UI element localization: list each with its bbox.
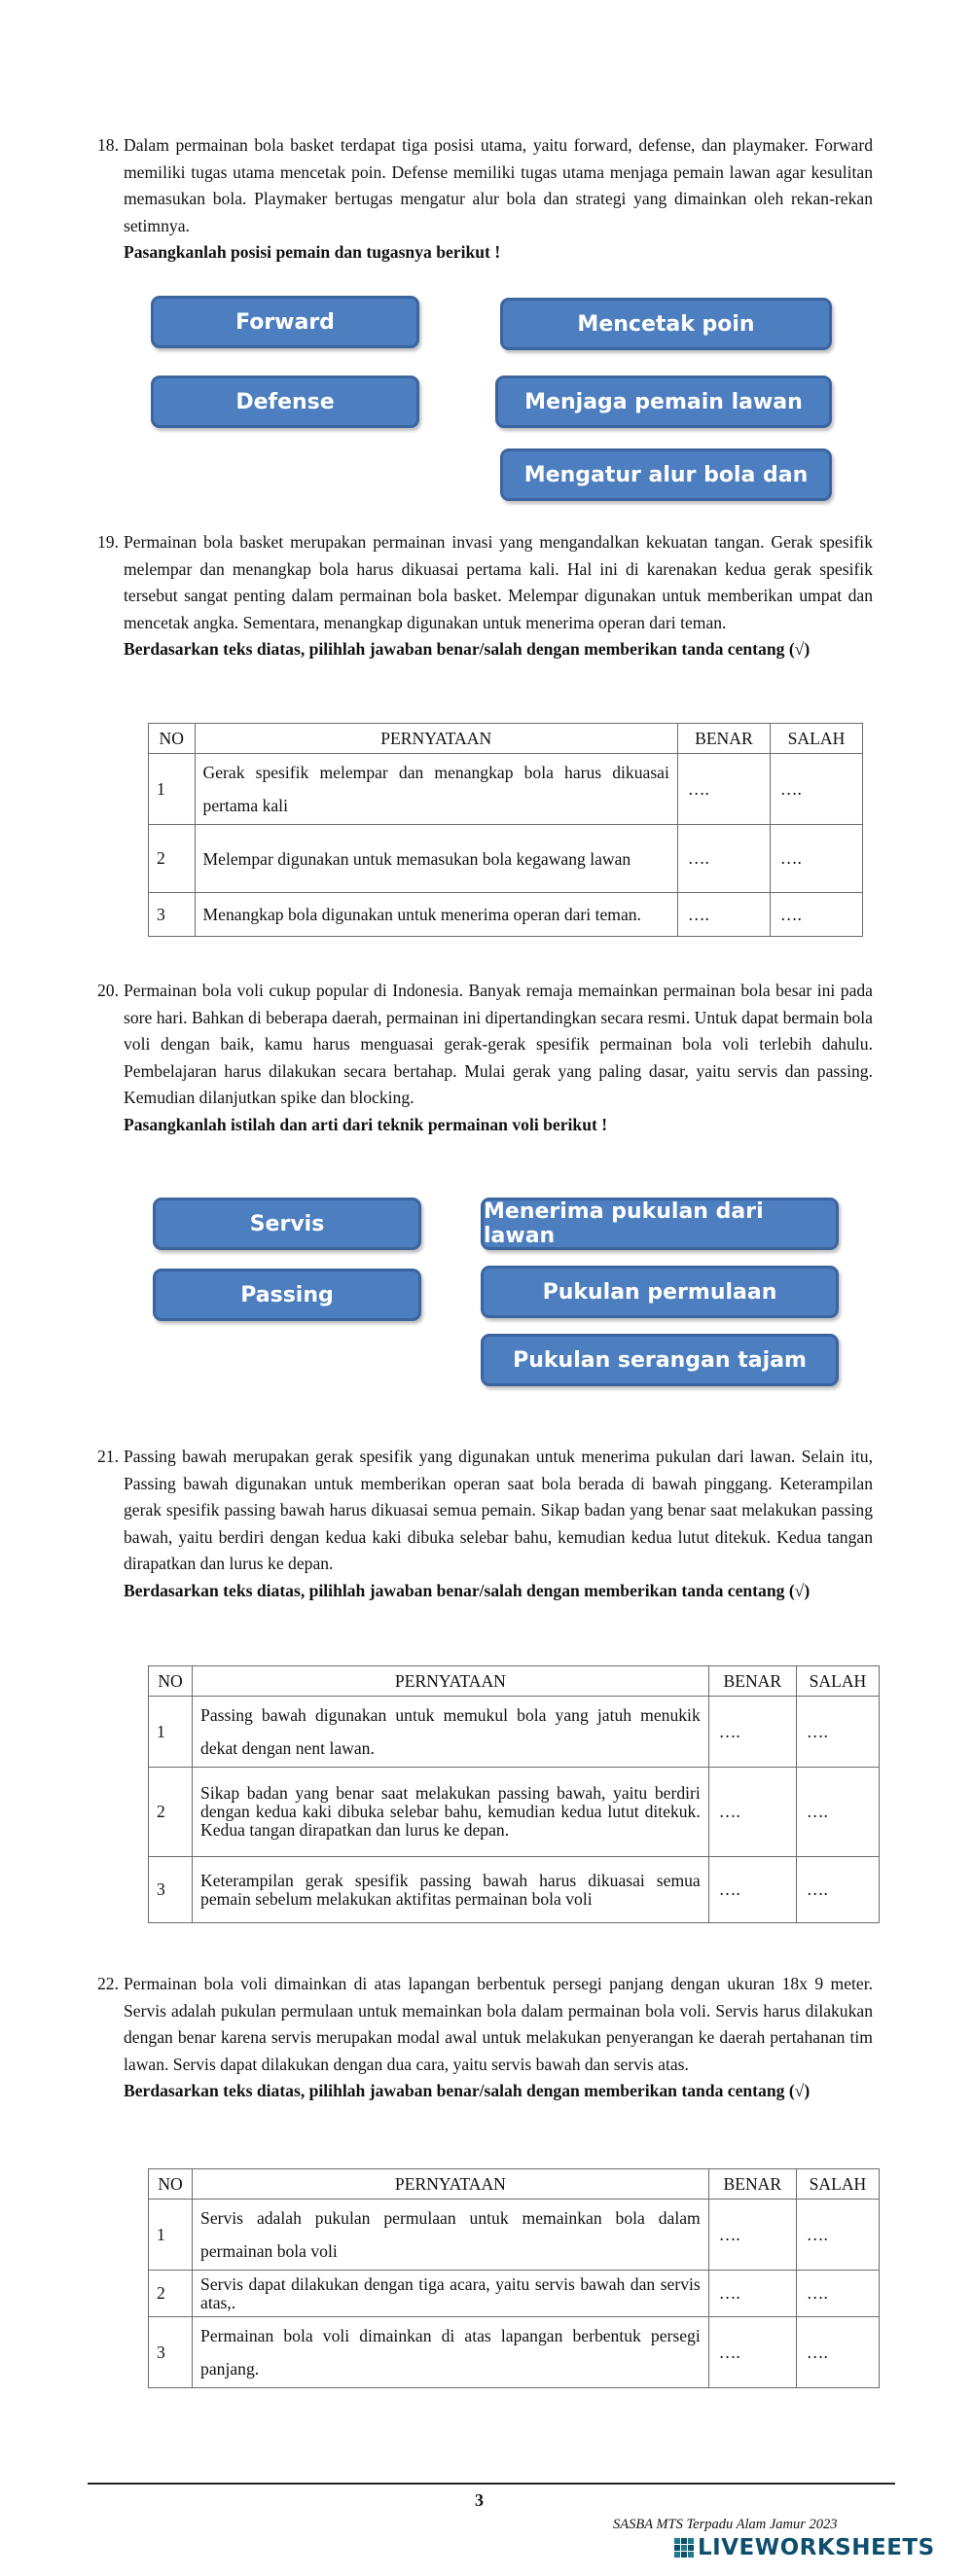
question-text: Permainan bola voli dimainkan di atas lapangan berbentuk persegi panjang dengan ukuran 18x 9 meter. Servis adalah pukulan permulaan untuk memainkan bola dalam permainan bola voli. Servis harus dilakukan dengan benar karena servis merupakan modal awal untuk melakukan penyerangan ke daerah pertahanan tim lawan. Servis dapat dilakukan dengan dua cara, yaitu servis bawah dan servis atas. xyxy=(124,1974,873,2074)
answer-salah[interactable]: …. xyxy=(796,2200,879,2271)
row-statement: Servis dapat dilakukan dengan tiga acara, yaitu servis bawah dan servis atas,. xyxy=(193,2271,709,2317)
answer-benar[interactable]: …. xyxy=(708,2271,796,2317)
answer-benar[interactable]: …. xyxy=(708,1768,796,1857)
row-statement: Gerak spesifik melempar dan menangkap bola harus dikuasai pertama kali xyxy=(195,754,677,825)
row-statement: Keterampilan gerak spesifik passing bawah harus dikuasai semua pemain sebelum melakukan aktifitas permainan bola voli xyxy=(193,1857,709,1923)
header-salah: SALAH xyxy=(796,1666,879,1697)
question-18 xyxy=(97,132,873,267)
table-row xyxy=(149,1697,880,1768)
answer-salah[interactable]: …. xyxy=(796,2317,879,2388)
answer-benar[interactable]: …. xyxy=(677,754,770,825)
row-statement: Passing bawah digunakan untuk memukul bola yang jatuh menukik dekat dengan nent lawan. xyxy=(193,1697,709,1768)
question-number: 19. xyxy=(97,532,119,552)
answer-salah[interactable]: …. xyxy=(796,1697,879,1768)
answer-salah[interactable]: …. xyxy=(770,893,862,937)
row-number: 1 xyxy=(149,1697,193,1768)
row-statement: Sikap badan yang benar saat melakukan passing bawah, yaitu berdiri dengan kedua kaki dibuka selebar bahu, kemudian kedua lutut ditekuk. Kedua tangan dirapatkan dan lurus ke depan. xyxy=(193,1768,709,1857)
row-number: 1 xyxy=(149,2200,193,2271)
liveworksheets-brand xyxy=(674,2535,935,2560)
header-statement: PERNYATAAN xyxy=(195,724,677,754)
question-instruction: Pasangkanlah istilah dan arti dari teknik permainan voli berikut ! xyxy=(124,1114,608,1134)
table-row xyxy=(149,1768,880,1857)
question-text: Permainan bola voli cukup popular di Indonesia. Banyak remaja memainkan permainan bola besar ini pada sore hari. Bahkan di beberapa daerah, permainan ini dipertandingkan secara resmi. Untuk dapat bermain bola voli dengan baik, kamu harus menguasai gerak-gerak spesifik permainan bola voli terlebih dahulu. Pembelajaran harus dilakukan secara bertahap. Mulai gerak yang paling dasar, yaitu servis dan passing. Kemudian dilanjutkan spike dan blocking. xyxy=(124,981,873,1107)
answer-benar[interactable]: …. xyxy=(708,1697,796,1768)
row-number: 2 xyxy=(149,1768,193,1857)
row-statement: Menangkap bola digunakan untuk menerima operan dari teman. xyxy=(195,893,677,937)
match-left-defense[interactable]: Defense xyxy=(151,376,419,428)
match-right-pukulan-permulaan[interactable]: Pukulan permulaan xyxy=(481,1266,839,1318)
row-number: 3 xyxy=(149,2317,193,2388)
row-number: 2 xyxy=(149,825,196,893)
question-instruction: Berdasarkan teks diatas, pilihlah jawaban benar/salah dengan memberikan tanda centang (√) xyxy=(124,1580,811,1600)
question-text: Dalam permainan bola basket terdapat tiga posisi utama, yaitu forward, defense, dan playmaker. Forward memiliki tugas utama mencetak poin. Defense memiliki tugas utama menjaga pemain lawan agar kesulitan memasukan bola. Playmaker bertugas mengatur alur bola dan strategi yang dimainkan oleh rekan-rekan setimnya. xyxy=(124,135,873,235)
header-no: NO xyxy=(149,2169,193,2200)
question-20 xyxy=(97,978,873,1138)
footer-divider xyxy=(88,2483,895,2485)
question-number: 22. xyxy=(97,1974,119,1993)
match-right-menerima-pukulan[interactable]: Menerima pukulan dari lawan xyxy=(481,1198,839,1250)
question-text: Passing bawah merupakan gerak spesifik yang digunakan untuk menerima pukulan dari lawan. Selain itu, Passing bawah digunakan untuk memberikan operan saat bola berada di bawah pinggang. Keterampilan gerak spesifik passing bawah harus dikuasai semua pemain. Sikap badan yang benar saat melakukan passing bawah, yaitu berdiri dengan kedua kaki dibuka selebar bahu, kemudian kedua lutut ditekuk. Kedua tangan dirapatkan dan lurus ke depan. xyxy=(124,1447,873,1573)
question-22 xyxy=(97,1971,873,2105)
header-salah: SALAH xyxy=(770,724,862,754)
row-statement: Melempar digunakan untuk memasukan bola kegawang lawan xyxy=(195,825,677,893)
header-benar: BENAR xyxy=(708,1666,796,1697)
header-benar: BENAR xyxy=(677,724,770,754)
question-21 xyxy=(97,1444,873,1604)
true-false-table-21 xyxy=(148,1665,880,1923)
header-no: NO xyxy=(149,1666,193,1697)
table-row xyxy=(149,2200,880,2271)
question-number: 21. xyxy=(97,1447,119,1466)
table-row xyxy=(149,825,863,893)
row-number: 2 xyxy=(149,2271,193,2317)
row-number: 3 xyxy=(149,1857,193,1923)
answer-salah[interactable]: …. xyxy=(796,1768,879,1857)
answer-salah[interactable]: …. xyxy=(770,825,862,893)
match-right-mencetak-poin[interactable]: Mencetak poin xyxy=(500,298,832,350)
row-number: 3 xyxy=(149,893,196,937)
table-row xyxy=(149,1857,880,1923)
question-19 xyxy=(97,529,873,663)
header-salah: SALAH xyxy=(796,2169,879,2200)
brand-name: LIVEWORKSHEETS xyxy=(698,2535,935,2560)
header-benar: BENAR xyxy=(708,2169,796,2200)
answer-benar[interactable]: …. xyxy=(677,893,770,937)
match-right-pukulan-serangan[interactable]: Pukulan serangan tajam xyxy=(481,1334,839,1386)
match-left-servis[interactable]: Servis xyxy=(153,1198,421,1250)
match-left-passing[interactable]: Passing xyxy=(153,1269,421,1321)
answer-benar[interactable]: …. xyxy=(708,2200,796,2271)
true-false-table-22 xyxy=(148,2168,880,2388)
answer-salah[interactable]: …. xyxy=(796,2271,879,2317)
match-right-menjaga-pemain-lawan[interactable]: Menjaga pemain lawan xyxy=(495,376,832,428)
page-number: 3 xyxy=(475,2490,484,2510)
question-text: Permainan bola basket merupakan permainan invasi yang mengandalkan kekuatan tangan. Gerak spesifik melempar dan menangkap bola harus dikuasai pertama kali. Hal ini di karenakan kedua gerak spesifik tersebut sangat penting dalam permainan bola basket. Melempar digunakan untuk memberikan umpat dan mencetak angka. Sementara, menangkap digunakan untuk menerima operan dari teman. xyxy=(124,532,873,632)
answer-benar[interactable]: …. xyxy=(708,2317,796,2388)
answer-salah[interactable]: …. xyxy=(796,1857,879,1923)
table-row xyxy=(149,2317,880,2388)
header-statement: PERNYATAAN xyxy=(193,2169,709,2200)
liveworksheets-logo-icon xyxy=(674,2538,694,2558)
table-row xyxy=(149,2271,880,2317)
table-row xyxy=(149,754,863,825)
header-statement: PERNYATAAN xyxy=(193,1666,709,1697)
table-row xyxy=(149,893,863,937)
question-number: 18. xyxy=(97,135,119,155)
footer-school: SASBA MTS Terpadu Alam Jamur 2023 xyxy=(613,2517,838,2532)
row-number: 1 xyxy=(149,754,196,825)
match-left-forward[interactable]: Forward xyxy=(151,296,419,348)
match-right-mengatur-alur-bola[interactable]: Mengatur alur bola dan xyxy=(500,448,832,501)
question-instruction: Berdasarkan teks diatas, pilihlah jawaban benar/salah dengan memberikan tanda centang (√) xyxy=(124,639,811,659)
question-number: 20. xyxy=(97,981,119,1000)
question-instruction: Berdasarkan teks diatas, pilihlah jawaban benar/salah dengan memberikan tanda centang (√) xyxy=(124,2081,811,2100)
row-statement: Servis adalah pukulan permulaan untuk memainkan bola dalam permainan bola voli xyxy=(193,2200,709,2271)
answer-benar[interactable]: …. xyxy=(677,825,770,893)
answer-benar[interactable]: …. xyxy=(708,1857,796,1923)
header-no: NO xyxy=(149,724,196,754)
answer-salah[interactable]: …. xyxy=(770,754,862,825)
true-false-table-19 xyxy=(148,723,863,937)
row-statement: Permainan bola voli dimainkan di atas lapangan berbentuk persegi panjang. xyxy=(193,2317,709,2388)
question-instruction: Pasangkanlah posisi pemain dan tugasnya berikut ! xyxy=(124,242,501,262)
